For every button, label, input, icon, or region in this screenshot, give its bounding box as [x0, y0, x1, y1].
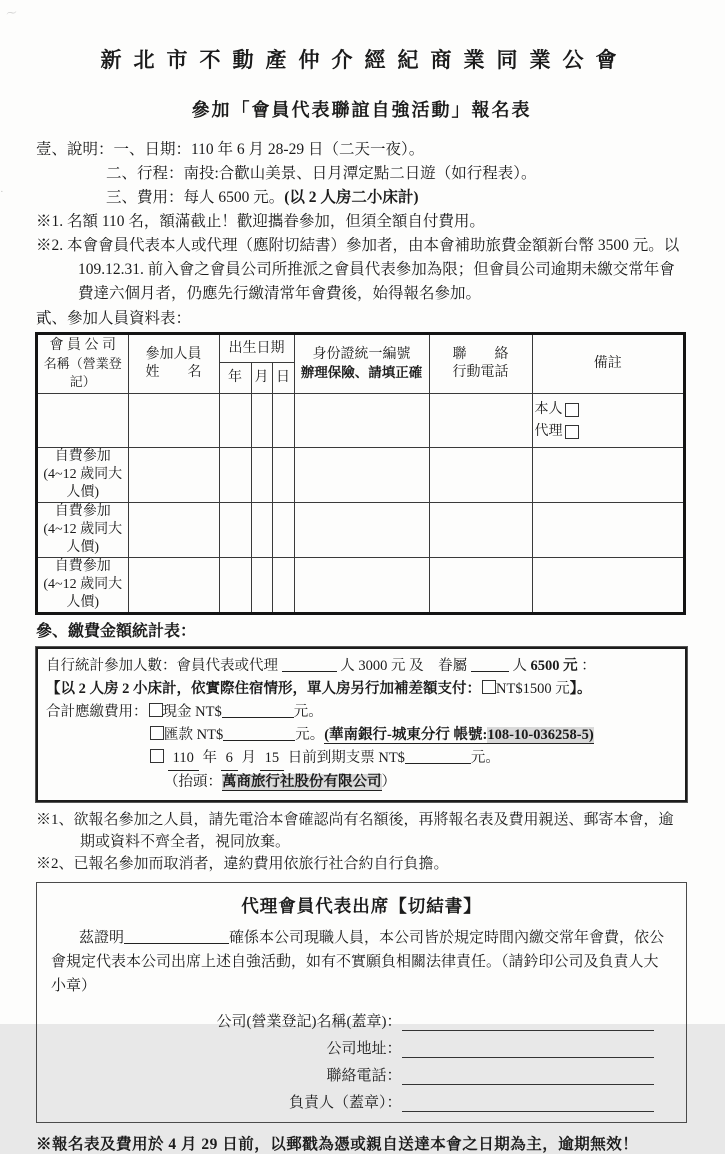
field-company-address — [51, 1031, 672, 1058]
payee-pre: （抬頭： — [164, 774, 222, 790]
check-day: 15 — [260, 747, 285, 771]
phone-cell — [429, 394, 532, 448]
self-paid-label: 自費參加 — [54, 504, 111, 519]
id-header-line1: 身份證統一編號 — [312, 347, 411, 362]
rep-count-blank — [282, 657, 337, 672]
remit-amount-blank — [223, 726, 295, 741]
phone-cell — [429, 558, 532, 614]
instruction-fee — [36, 186, 687, 210]
remark-cell — [532, 503, 684, 558]
instruction-itinerary: 二、行程：南投:合歡山美景、日月潭定點二日遊（如行程表）。 — [106, 165, 537, 182]
single-room-surcharge: NT$1500 元 — [496, 681, 570, 697]
month-cell — [251, 448, 272, 503]
pledge-box — [36, 882, 687, 1123]
scan-artifact: · — [0, 186, 4, 198]
col-header-day: 日 — [272, 363, 294, 394]
company-cell — [37, 503, 128, 558]
col-header-birthdate: 出生日期 — [219, 334, 294, 363]
field-contact-phone — [51, 1058, 672, 1085]
instructions-section — [36, 138, 687, 306]
pledge-body-pre: 茲證明 — [79, 930, 125, 946]
room-note-line — [46, 678, 677, 701]
company-cell — [37, 558, 128, 614]
field-blank-line — [402, 1012, 654, 1031]
col-header-company — [37, 334, 128, 394]
col-header-contact — [429, 334, 532, 394]
notices-section — [36, 809, 687, 875]
remark-cell — [532, 394, 684, 448]
instruction-date: 壹、說明：一、日期：110 年 6 月 28-29 日（二天一夜）。 — [36, 141, 425, 158]
contact-header-line2: 行動電話 — [452, 365, 509, 380]
payment-stats-box — [36, 647, 687, 802]
count-mid: 人 3000 元 及 眷屬 — [340, 658, 468, 674]
company-cell — [37, 394, 128, 448]
remark-cell — [532, 448, 684, 503]
fee-text: 三、費用：每人 6500 元。 — [106, 189, 285, 206]
cash-tail: 元。 — [293, 704, 323, 720]
check-year: 110 — [168, 747, 199, 771]
day-cell — [272, 394, 294, 448]
payee-line — [46, 771, 677, 794]
family-count-blank — [471, 657, 509, 672]
table-row — [37, 394, 684, 448]
page-subtitle: 參加「會員代表聯誼自強活動」報名表 — [191, 100, 532, 120]
phone-cell — [429, 503, 532, 558]
id-cell — [294, 558, 429, 614]
remit-tail: 元。 — [295, 727, 325, 743]
bank-name: (華南銀行-城東分行 帳號: — [324, 727, 488, 743]
checkbox-icon — [565, 425, 579, 439]
id-cell — [294, 394, 429, 448]
name-header-line2: 姓 名 — [145, 365, 202, 380]
remark-self-option — [535, 399, 682, 421]
subsidy-note: ※2. 本會會員代表本人或代理（應附切結書）參加者，由本會補助旅費金額新台幣 3500 元。以 109.12.31. 前入會之會員公司所推派之會員代表參加為限；但會員公司逾期未繳交常年會費達六個月者，仍應先行繳清常年會費後，始得報名參加。 — [36, 237, 680, 302]
self-paid-price-note: (4~12 歲同大人價) — [43, 522, 123, 555]
field-blank-line — [402, 1039, 654, 1058]
field-company-name — [51, 1004, 672, 1031]
day-cell — [272, 503, 294, 558]
payee-company: 萬商旅行社股份有限公司 — [222, 774, 382, 790]
fee-room-note: (以 2 人房二小床計) — [284, 189, 419, 206]
field-label: 公司地址： — [326, 1041, 402, 1057]
year-cell — [219, 448, 251, 503]
field-label: 負責人（蓋章）： — [288, 1095, 402, 1111]
field-blank-line — [402, 1066, 654, 1085]
check-line — [46, 747, 677, 771]
field-label: 聯絡電話： — [326, 1068, 402, 1084]
company-cell — [37, 448, 128, 503]
bank-account-number: 108-10-036258-5) — [487, 727, 594, 743]
id-header-line2: 辦理保險、請填正確 — [300, 365, 423, 380]
self-label: 本人 — [534, 401, 563, 417]
col-header-year: 年 — [219, 363, 251, 394]
self-paid-label: 自費參加 — [54, 559, 111, 574]
col-header-month: 月 — [251, 363, 272, 394]
roster-heading: 貳、參加人員資料表： — [36, 310, 192, 327]
cash-label: 現金 NT$ — [162, 704, 222, 720]
checkbox-icon — [150, 726, 164, 740]
field-blank-line — [402, 1093, 654, 1112]
year-cell — [219, 394, 251, 448]
id-cell — [294, 503, 429, 558]
checkbox-icon — [150, 749, 164, 763]
field-responsible-person — [51, 1085, 672, 1112]
contact-header-line1: 聯 絡 — [452, 347, 509, 362]
pledge-title: 代理會員代表出席【切結書】 — [241, 896, 482, 916]
stats-heading: 參、繳費金額統計表： — [36, 623, 197, 640]
table-row — [37, 448, 684, 503]
pledge-body-post: 確係本公司現職人員，本公司皆於規定時間內繳交常年會費，依公會規定代表本公司出席上述自強活動，如有不實願負相關法律責任。（請鈐印公司及負責人大小章） — [51, 930, 665, 994]
col-header-name — [128, 334, 219, 394]
name-cell — [128, 558, 219, 614]
day-cell — [272, 558, 294, 614]
count-pre: 自行統計參加人數：會員代表或代理 — [46, 658, 278, 674]
payee-close: ） — [381, 774, 396, 790]
stats-count-line — [46, 655, 677, 678]
id-cell — [294, 448, 429, 503]
participants-table — [36, 333, 685, 614]
scan-artifact: 〜 — [5, 6, 19, 21]
remark-proxy-option — [535, 421, 682, 443]
month-cell — [251, 394, 272, 448]
count-tail: ： — [581, 658, 596, 674]
year-cell — [219, 503, 251, 558]
table-row — [37, 558, 684, 614]
pledge-body — [51, 926, 672, 998]
self-paid-label: 自費參加 — [54, 449, 111, 464]
year-cell — [219, 558, 251, 614]
notice-2: ※2、已報名參加而取消者，違約費用依旅行社合約自行負擔。 — [36, 856, 449, 872]
cash-line — [46, 701, 677, 724]
check-year-unit: 年 — [202, 750, 217, 766]
deadline-note: ※報名表及費用於 4 月 29 日前，以郵戳為憑或親自送達本會之日期為主，逾期無效！ — [36, 1136, 639, 1153]
remark-cell — [532, 558, 684, 614]
pledge-name-blank — [124, 929, 229, 944]
family-fee: 6500 元 — [530, 658, 578, 674]
notice-1: ※1、欲報名參加之人員，請先電洽本會確認尚有名額後，再將報名表及費用親送、郵寄本會，逾期或資料不齊全者，視同放棄。 — [36, 812, 674, 850]
total-label: 合計應繳費用： — [46, 704, 148, 720]
day-cell — [272, 448, 294, 503]
name-cell — [128, 448, 219, 503]
check-tail: 元。 — [470, 750, 500, 766]
remit-label: 匯款 NT$ — [164, 727, 224, 743]
room-note-close: 】。 — [569, 681, 592, 697]
table-row — [37, 503, 684, 558]
checkbox-icon — [149, 703, 163, 717]
name-cell — [128, 394, 219, 448]
remittance-line — [46, 724, 677, 747]
phone-cell — [429, 448, 532, 503]
proxy-label: 代理 — [534, 423, 563, 439]
col-header-id — [294, 334, 429, 394]
self-paid-price-note: (4~12 歲同大人價) — [43, 467, 123, 500]
name-header-line1: 參加人員 — [145, 347, 202, 362]
checkbox-icon — [482, 680, 496, 694]
col-header-remark: 備註 — [532, 334, 684, 394]
page-title: 新北市不動產仲介經紀商業同業公會 — [100, 48, 629, 72]
checkbox-icon — [565, 403, 579, 417]
count-unit: 人 — [512, 658, 527, 674]
check-rest: 日前到期支票 NT$ — [287, 750, 405, 766]
check-amount-blank — [405, 749, 471, 764]
room-note-text: 【以 2 人房 2 小床計，依實際住宿情形，單人房另行加補差額支付： — [46, 681, 481, 697]
company-header-line2: 名稱（營業登記） — [43, 356, 122, 389]
field-label: 公司(營業登記)名稱(蓋章)： — [216, 1014, 402, 1030]
check-month: 6 — [221, 747, 238, 771]
check-month-unit: 月 — [241, 750, 256, 766]
company-header-line1: 會 員 公 司 — [49, 338, 116, 353]
self-paid-price-note: (4~12 歲同大人價) — [43, 577, 123, 610]
name-cell — [128, 503, 219, 558]
cash-amount-blank — [222, 703, 294, 718]
month-cell — [251, 558, 272, 614]
quota-note: ※1. 名額 110 名，額滿截止！歡迎攜眷參加，但須全額自付費用。 — [36, 213, 485, 230]
month-cell — [251, 503, 272, 558]
bank-info — [324, 727, 593, 744]
